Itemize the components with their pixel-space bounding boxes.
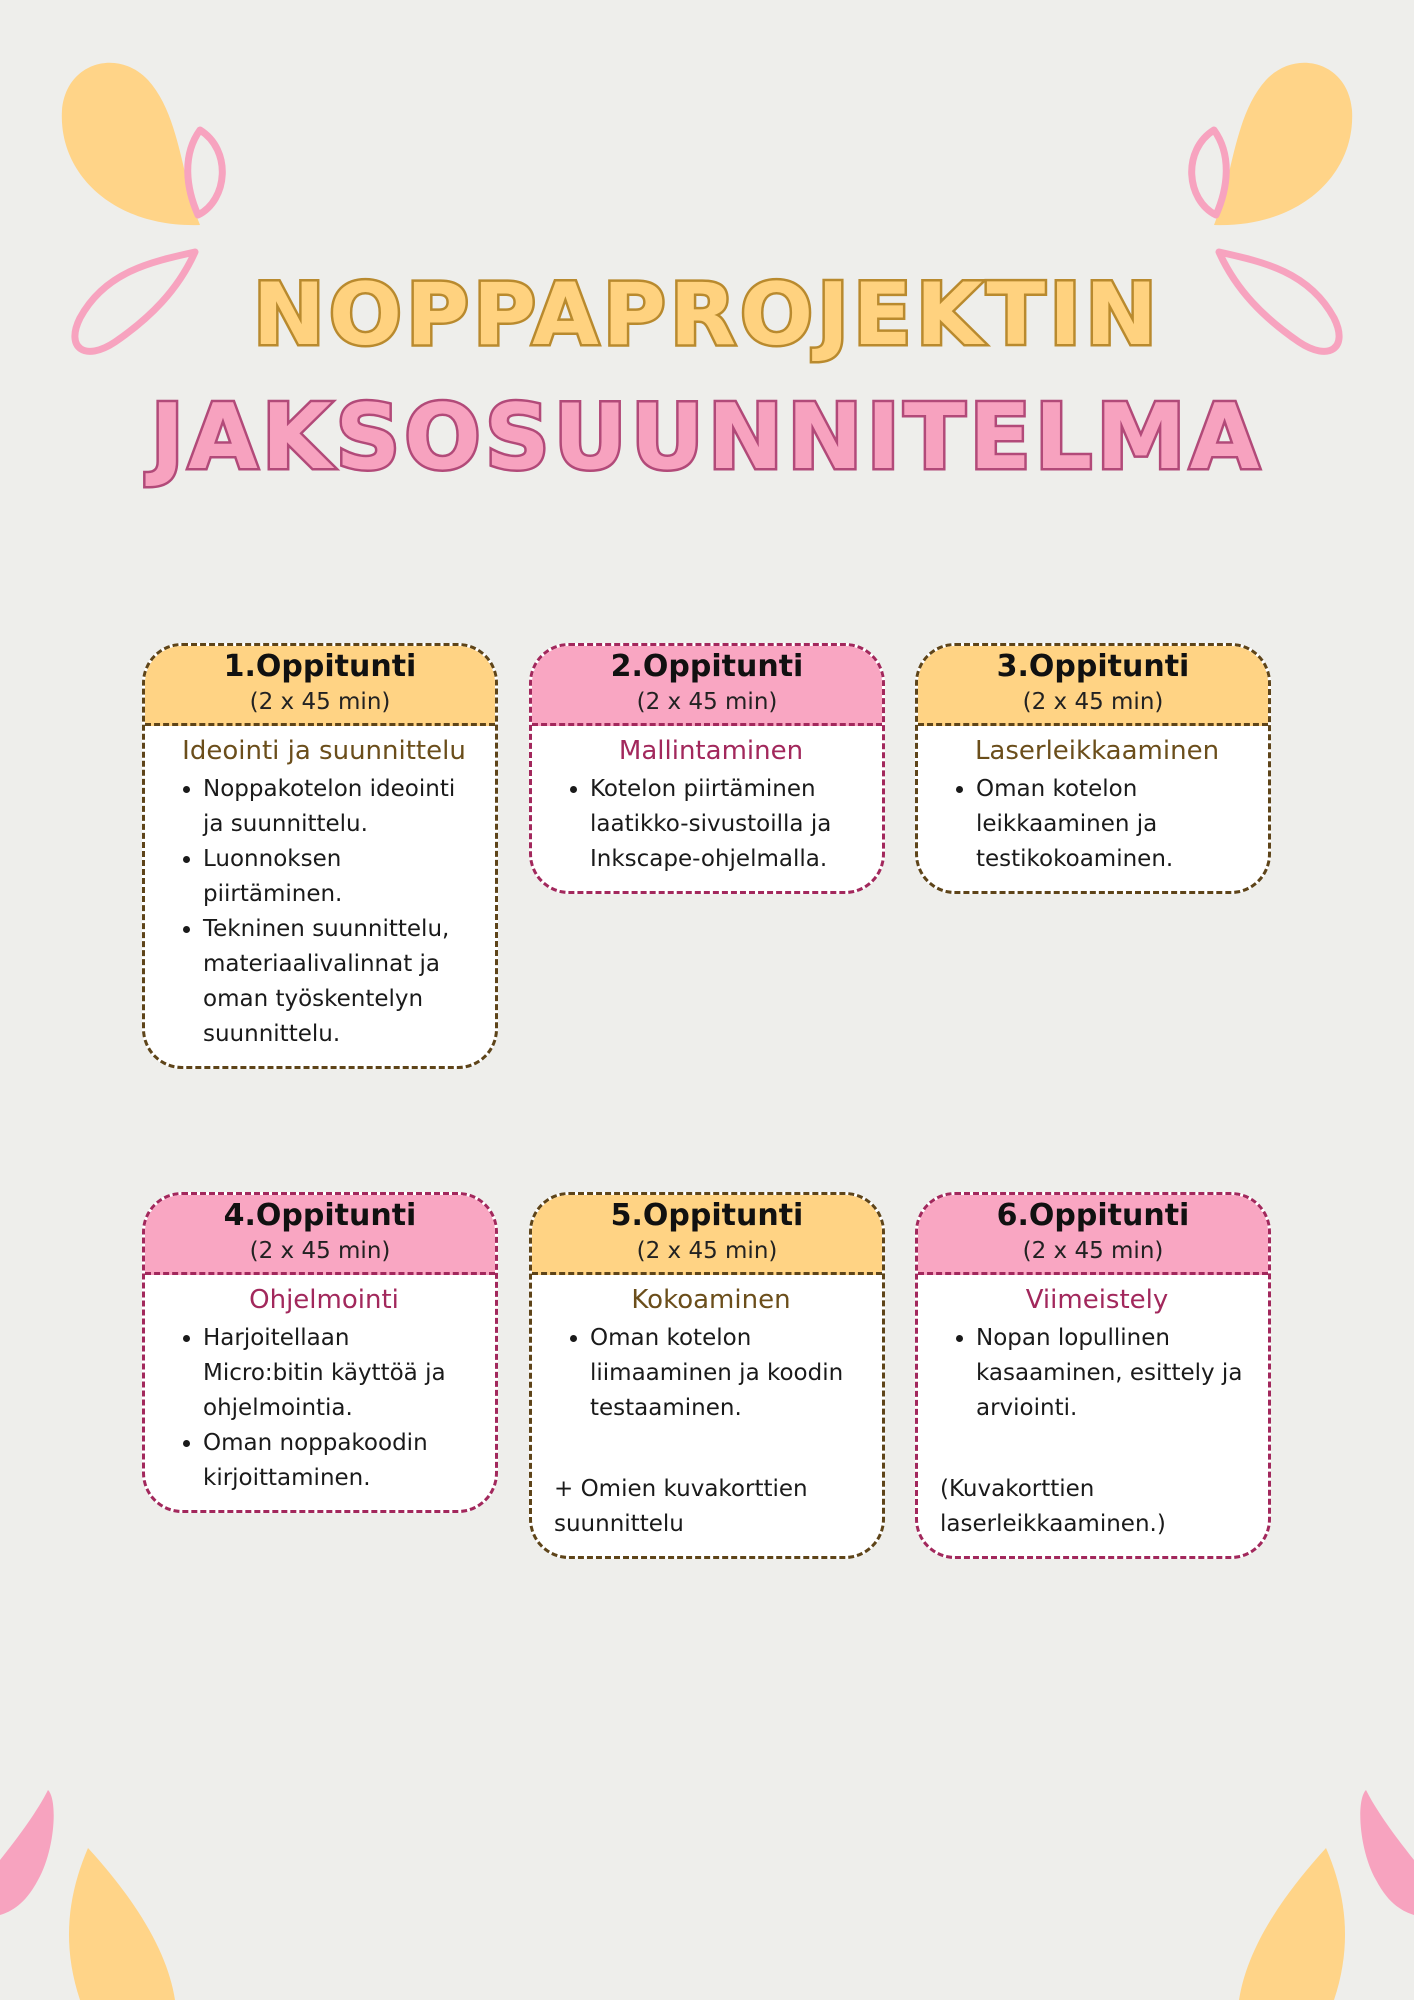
lesson-title: 4.Oppitunti xyxy=(223,1198,417,1233)
lesson-note: (Kuvakorttien laserleikkaaminen.) xyxy=(940,1476,1166,1537)
lesson-subject: Ideointi ja suunnittelu xyxy=(182,736,466,766)
lesson-card-body xyxy=(532,726,882,891)
lesson-duration: (2 x 45 min) xyxy=(636,1237,778,1264)
lesson-subject: Viimeistely xyxy=(1025,1285,1169,1315)
lesson-task-list xyxy=(560,772,862,877)
lesson-subject: Mallintaminen xyxy=(618,736,804,766)
lesson-task-list xyxy=(946,772,1248,877)
lesson-card-body xyxy=(918,726,1268,891)
lesson-duration: (2 x 45 min) xyxy=(636,688,778,715)
lesson-subject: Ohjelmointi xyxy=(249,1285,399,1315)
lesson-title: 1.Oppitunti xyxy=(223,649,417,684)
lesson-card-body xyxy=(145,726,495,1066)
lesson-card-header xyxy=(918,1195,1268,1275)
lesson-card-3 xyxy=(915,643,1271,894)
lesson-duration: (2 x 45 min) xyxy=(249,1237,391,1264)
list-item: • Noppakotelon ideointi ja suunnittelu. xyxy=(203,772,475,842)
list-item: • Kotelon piirtäminen laatikko-sivustoilla ja Inkscape-ohjelmalla. xyxy=(590,772,862,877)
lesson-task-list xyxy=(173,772,475,1052)
lesson-title: 5.Oppitunti xyxy=(610,1198,804,1233)
lesson-card-header xyxy=(532,646,882,726)
lesson-duration: (2 x 45 min) xyxy=(249,688,391,715)
lesson-task-list xyxy=(946,1321,1248,1426)
lesson-title: 2.Oppitunti xyxy=(610,649,804,684)
lesson-task-list xyxy=(560,1321,862,1426)
page-title-line-2: JAKSOSUUNNITELMA xyxy=(150,385,1264,490)
list-item: • Oman kotelon liimaaminen ja koodin testaaminen. xyxy=(590,1321,862,1426)
drop-decoration-bottom-right xyxy=(1239,1790,1414,2000)
lesson-note: + Omien kuvakorttien suunnittelu xyxy=(554,1476,808,1537)
lesson-card-header xyxy=(532,1195,882,1275)
list-item: • Nopan lopullinen kasaaminen, esittely ja arviointi. xyxy=(976,1321,1248,1426)
list-item: • Tekninen suunnittelu, materiaalivalinnat ja oman työskentelyn suunnittelu. xyxy=(203,912,475,1052)
lesson-card-body xyxy=(918,1275,1268,1556)
lesson-card-6 xyxy=(915,1192,1271,1559)
list-item: • Oman kotelon leikkaaminen ja testikokoaminen. xyxy=(976,772,1248,877)
lesson-duration: (2 x 45 min) xyxy=(1022,688,1164,715)
drop-decoration-bottom-left xyxy=(0,1790,175,2000)
lesson-title: 6.Oppitunti xyxy=(996,1198,1190,1233)
lesson-card-2 xyxy=(529,643,885,894)
lesson-subject: Laserleikkaaminen xyxy=(974,736,1220,766)
lesson-subject: Kokoaminen xyxy=(631,1285,791,1315)
page-title-line-1: NOPPAPROJEKTIN xyxy=(252,265,1162,365)
lesson-card-header xyxy=(145,1195,495,1275)
list-item: • Harjoitellaan Micro:bitin käyttöä ja ohjelmointia. xyxy=(203,1321,475,1426)
lesson-card-body xyxy=(145,1275,495,1510)
lesson-card-5 xyxy=(529,1192,885,1559)
lesson-title: 3.Oppitunti xyxy=(996,649,1190,684)
lesson-card-4 xyxy=(142,1192,498,1513)
list-item: • Oman noppakoodin kirjoittaminen. xyxy=(203,1426,475,1496)
list-item: • Luonnoksen piirtäminen. xyxy=(203,842,475,912)
lesson-task-list xyxy=(173,1321,475,1496)
lesson-duration: (2 x 45 min) xyxy=(1022,1237,1164,1264)
lesson-card-header xyxy=(918,646,1268,726)
lesson-card-1 xyxy=(142,643,498,1069)
lesson-card-header xyxy=(145,646,495,726)
lesson-card-body xyxy=(532,1275,882,1556)
